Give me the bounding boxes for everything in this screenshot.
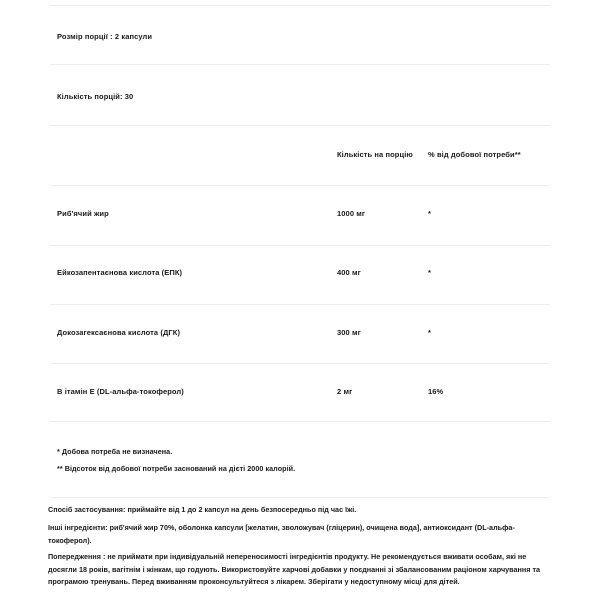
serving-size-text: Розмір порції : 2 капсули (57, 32, 153, 41)
footnote-single-asterisk: * Добова потреба не визначена. (57, 447, 173, 456)
table-row-amount: 300 мг (337, 328, 361, 337)
footnote-double-asterisk: ** Відсоток від добової потреби заснований на дієті 2000 калорій. (57, 464, 296, 473)
column-header-percent-daily-value: % від добової потреби** (428, 150, 521, 159)
table-row-amount: 400 мг (337, 268, 361, 277)
table-row-amount: 2 мг (337, 387, 353, 396)
warning-text: Попередження : не приймати при індивідуальній непереносимості інгредієнтів продукту. Не рекомендується вживати особам, які не досягли 18 років, вагітнім і жінкам, що годують. Використовуйте харчові добавки у поєднанні зі збалансованим раціоном харчування та програмою тренувань. Перед вживанням проконсультуйтеся з лікарем. Зберігати у недоступному місці для дітей. (48, 552, 541, 586)
table-row-amount: 1000 мг (337, 209, 366, 218)
table-row-ingredient-name: Докозагексаєнова кислота (ДГК) (57, 328, 181, 337)
divider-after-servings (50, 125, 550, 126)
divider-row-1 (50, 245, 550, 246)
table-row-daily-value: * (428, 209, 432, 218)
divider-after-header (50, 185, 550, 186)
divider-before-directions (50, 497, 550, 498)
table-row-ingredient-name: В ітамін Е (DL-альфа-токоферол) (57, 387, 184, 396)
table-row-daily-value: * (428, 268, 432, 277)
servings-per-container-text: Кількість порцій: 30 (57, 92, 134, 101)
divider-row-2 (50, 304, 550, 305)
table-row-ingredient-name: Риб'ячий жир (57, 209, 109, 218)
divider-row-4 (50, 421, 550, 422)
divider-top (50, 5, 550, 6)
other-ingredients-text: Інші інгредієнти: риб'ячий жир 70%, оболонка капсули [желатин, зволожувач (гліцерин), очищена вода], антиоксидант (DL-альфа-токоферол). (48, 523, 515, 545)
divider-row-3 (50, 363, 550, 364)
table-row-daily-value: 16% (428, 387, 444, 396)
directions-text: Спосіб застосування: приймайте від 1 до 2 капсул на день безпосередньо під час їжі. (48, 505, 357, 514)
divider-after-serving-size (50, 64, 550, 65)
table-row-ingredient-name: Ейкозапентаєнова кислота (ЕПК) (57, 268, 183, 277)
column-header-amount-per-serving: Кількість на порцію (337, 150, 413, 159)
table-row-daily-value: * (428, 328, 432, 337)
